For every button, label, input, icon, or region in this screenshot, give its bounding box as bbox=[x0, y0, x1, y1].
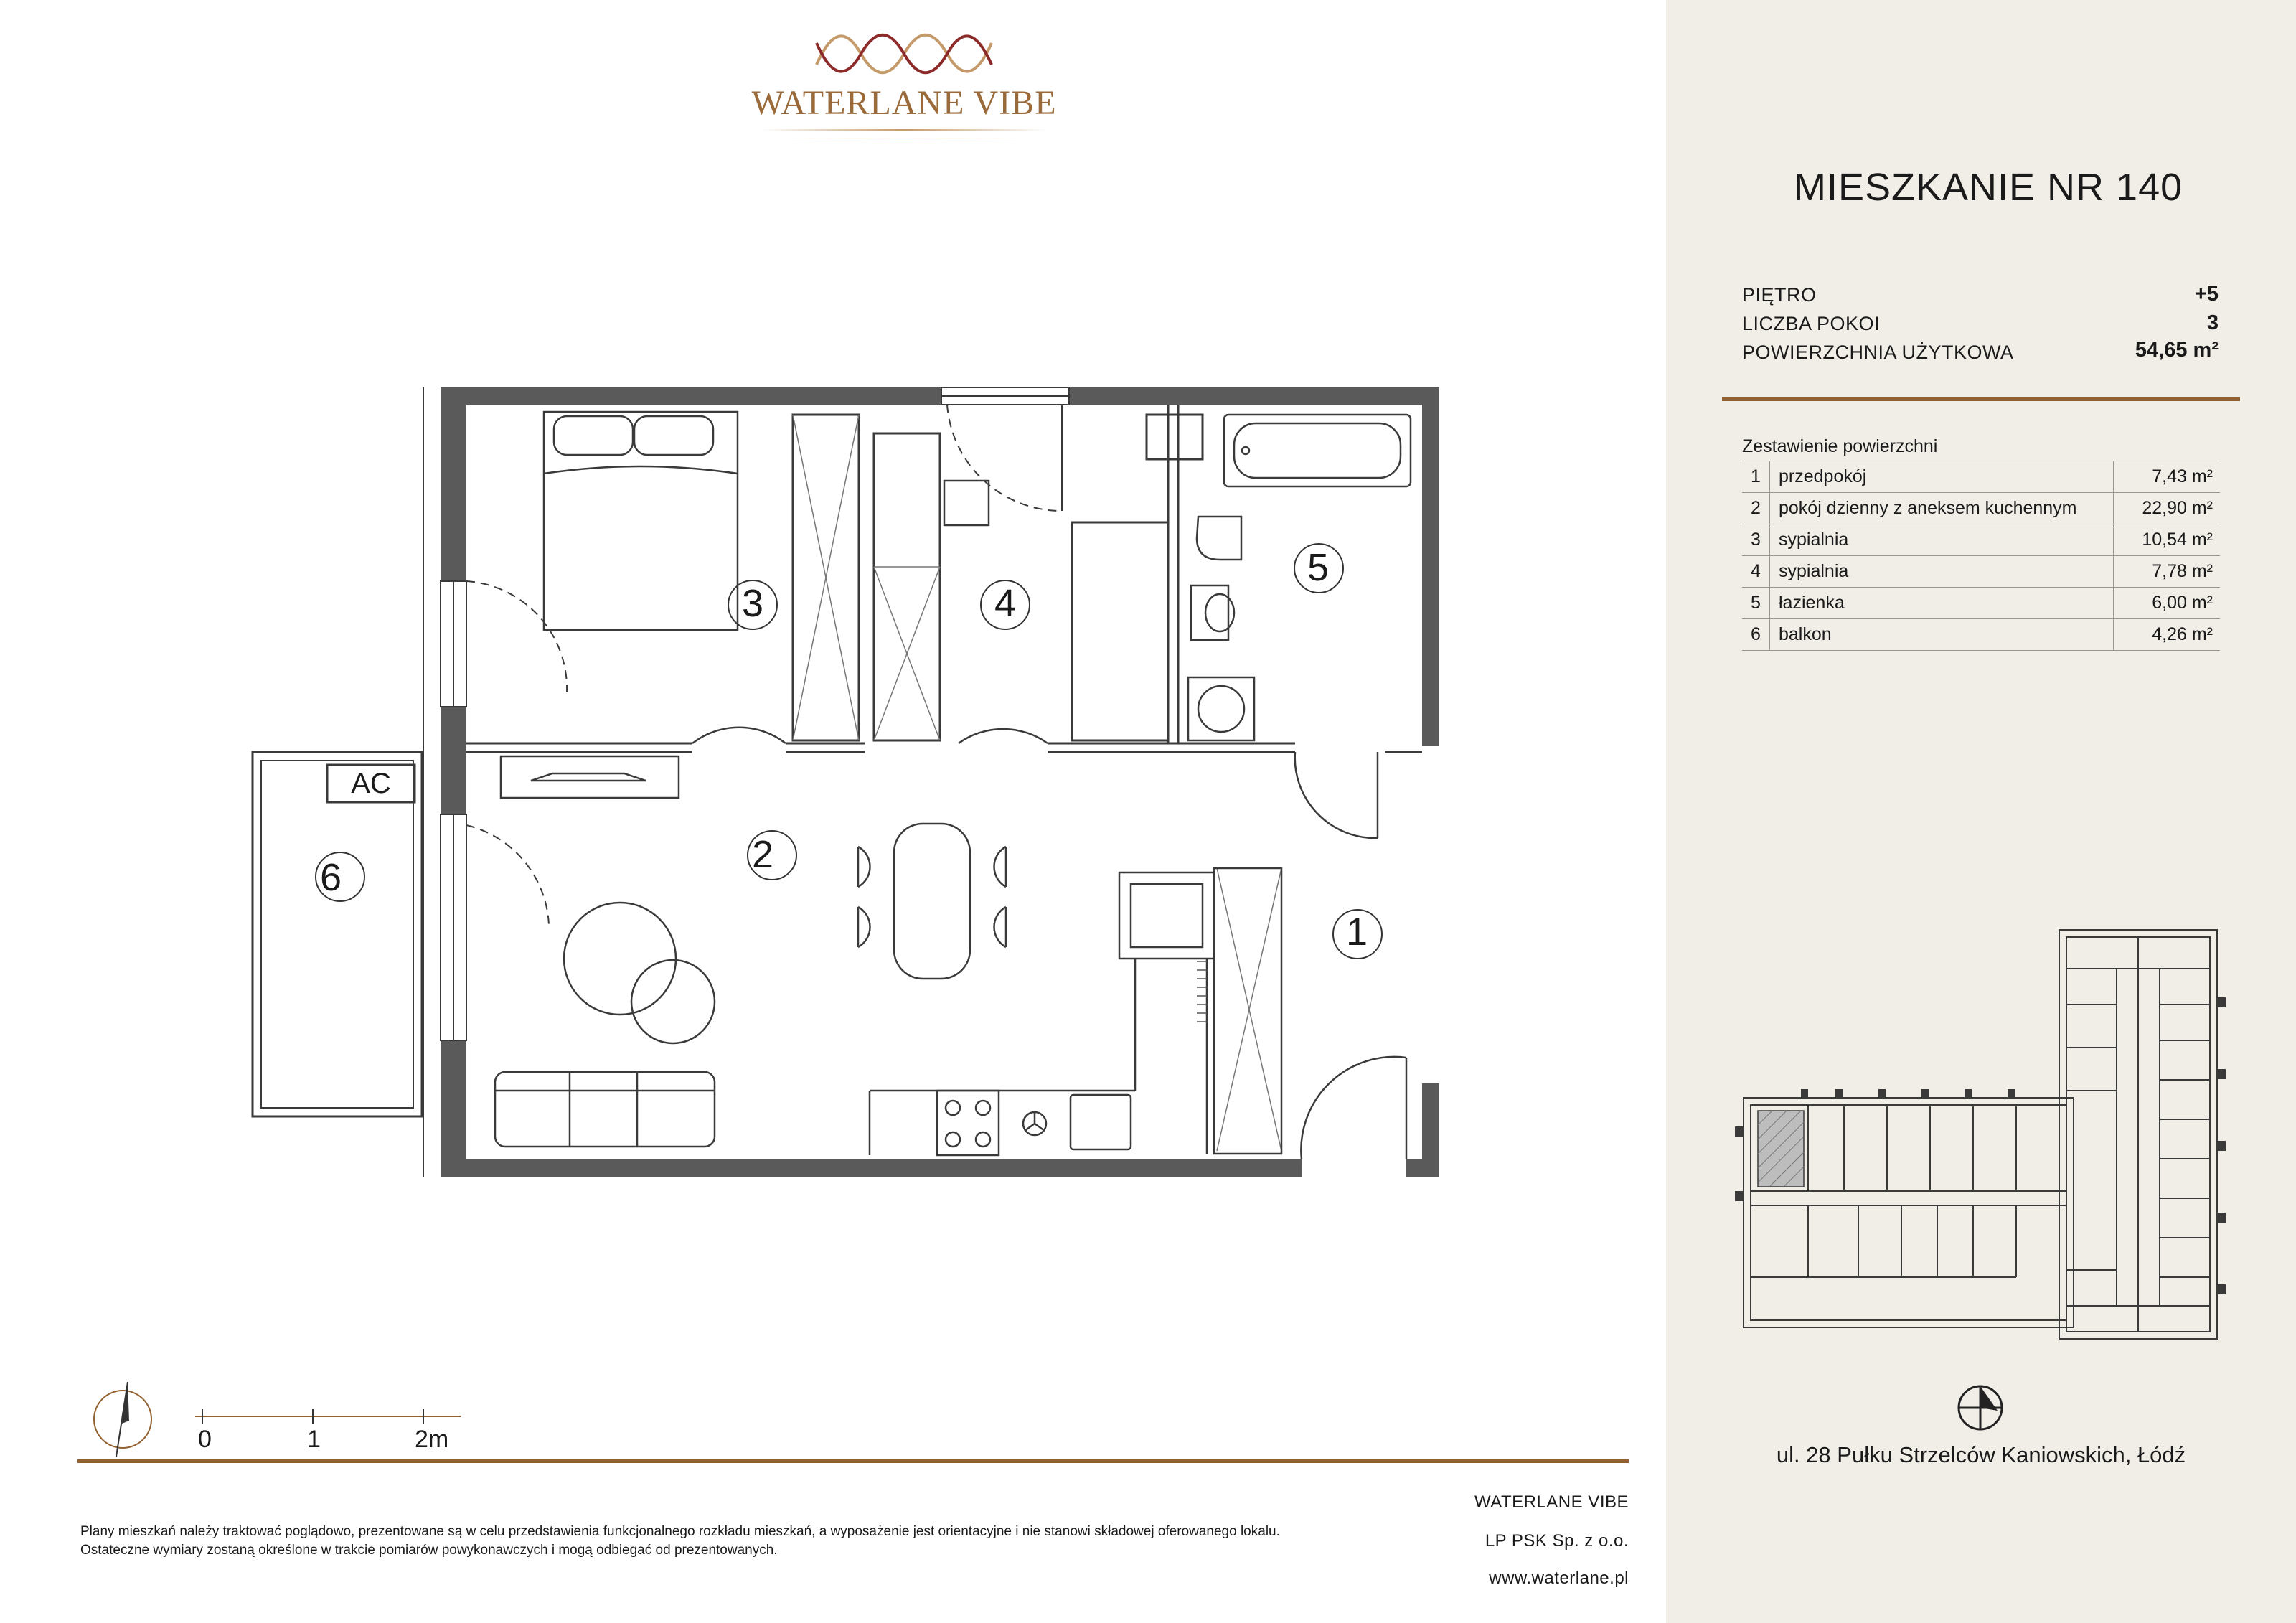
floor-label: PIĘTRO bbox=[1742, 284, 1817, 306]
building-key-plan bbox=[1729, 926, 2231, 1342]
room-label-4: 4 bbox=[994, 582, 1017, 625]
building-address: ul. 28 Pułku Strzelców Kaniowskich, Łódź bbox=[1776, 1442, 2186, 1467]
disclaimer-line-1: Plany mieszkań należy traktować poglądowo, prezentowane są w celu przedstawienia funkcjonalnego rozkładu mieszkań, a wyposażenie jest orientacyjne i nie stanowi składowej oferowanego lokalu. bbox=[80, 1524, 1280, 1539]
footer-divider bbox=[77, 1459, 1629, 1463]
footer-website[interactable]: www.waterlane.pl bbox=[1489, 1568, 1629, 1588]
ac-unit-label: AC bbox=[351, 768, 391, 799]
rooms-count-label: LICZBA POKOI bbox=[1742, 313, 1881, 334]
room-area: 4,26 m² bbox=[2114, 619, 2221, 651]
room-name: przedpokój bbox=[1770, 461, 2114, 493]
room-number: 3 bbox=[1742, 524, 1770, 556]
table-row bbox=[1742, 619, 2220, 651]
compass-icon bbox=[90, 1376, 155, 1462]
room-area: 10,54 m² bbox=[2114, 524, 2221, 556]
room-label-circles bbox=[0, 0, 1507, 1005]
room-name: sypialnia bbox=[1770, 556, 2114, 588]
table-row bbox=[1742, 524, 2220, 556]
scale-tick-0: 0 bbox=[198, 1426, 212, 1453]
room-number: 5 bbox=[1742, 588, 1770, 619]
room-label-3: 3 bbox=[742, 582, 764, 625]
table-row bbox=[1742, 461, 2220, 493]
details-divider bbox=[1722, 397, 2240, 401]
room-name: łazienka bbox=[1770, 588, 2114, 619]
info-panel bbox=[1666, 0, 2296, 1623]
table-row bbox=[1742, 556, 2220, 588]
room-number: 4 bbox=[1742, 556, 1770, 588]
north-compass-icon bbox=[1954, 1382, 2006, 1434]
table-row bbox=[1742, 588, 2220, 619]
room-label-5: 5 bbox=[1307, 546, 1330, 589]
scale-tick-2: 2m bbox=[415, 1426, 449, 1453]
scale-tick-1: 1 bbox=[307, 1426, 321, 1453]
room-name: pokój dzienny z aneksem kuchennym bbox=[1770, 493, 2114, 524]
footer-company: WATERLANE VIBE bbox=[1474, 1492, 1629, 1512]
rooms-summary-table bbox=[1742, 461, 2220, 651]
room-name: balkon bbox=[1770, 619, 2114, 651]
brand-name: WATERLANE VIBE bbox=[751, 84, 1057, 122]
rooms-count-value: 3 bbox=[2206, 311, 2219, 334]
floor-value: +5 bbox=[2194, 283, 2219, 306]
room-area: 7,43 m² bbox=[2114, 461, 2221, 493]
table-row bbox=[1742, 493, 2220, 524]
room-number: 6 bbox=[1742, 619, 1770, 651]
room-label-6: 6 bbox=[320, 856, 342, 899]
scale-bar bbox=[195, 1405, 468, 1426]
room-label-1: 1 bbox=[1346, 911, 1368, 954]
room-area: 7,78 m² bbox=[2114, 556, 2221, 588]
room-label-2: 2 bbox=[752, 833, 774, 876]
room-number: 1 bbox=[1742, 461, 1770, 493]
rooms-summary-heading: Zestawienie powierzchni bbox=[1742, 436, 1938, 456]
apartment-title: MIESZKANIE NR 140 bbox=[1794, 166, 2183, 209]
room-name: sypialnia bbox=[1770, 524, 2114, 556]
disclaimer-line-2: Ostateczne wymiary zostaną określone w trakcie pomiarów powykonawczych i mogą odbiegać od prezentowanych. bbox=[80, 1543, 778, 1558]
room-area: 22,90 m² bbox=[2114, 493, 2221, 524]
room-area: 6,00 m² bbox=[2114, 588, 2221, 619]
room-number: 2 bbox=[1742, 493, 1770, 524]
usable-area-label: POWIERZCHNIA UŻYTKOWA bbox=[1742, 342, 2014, 363]
usable-area-value: 54,65 m² bbox=[2135, 339, 2219, 362]
footer-legal: LP PSK Sp. z o.o. bbox=[1485, 1531, 1629, 1551]
